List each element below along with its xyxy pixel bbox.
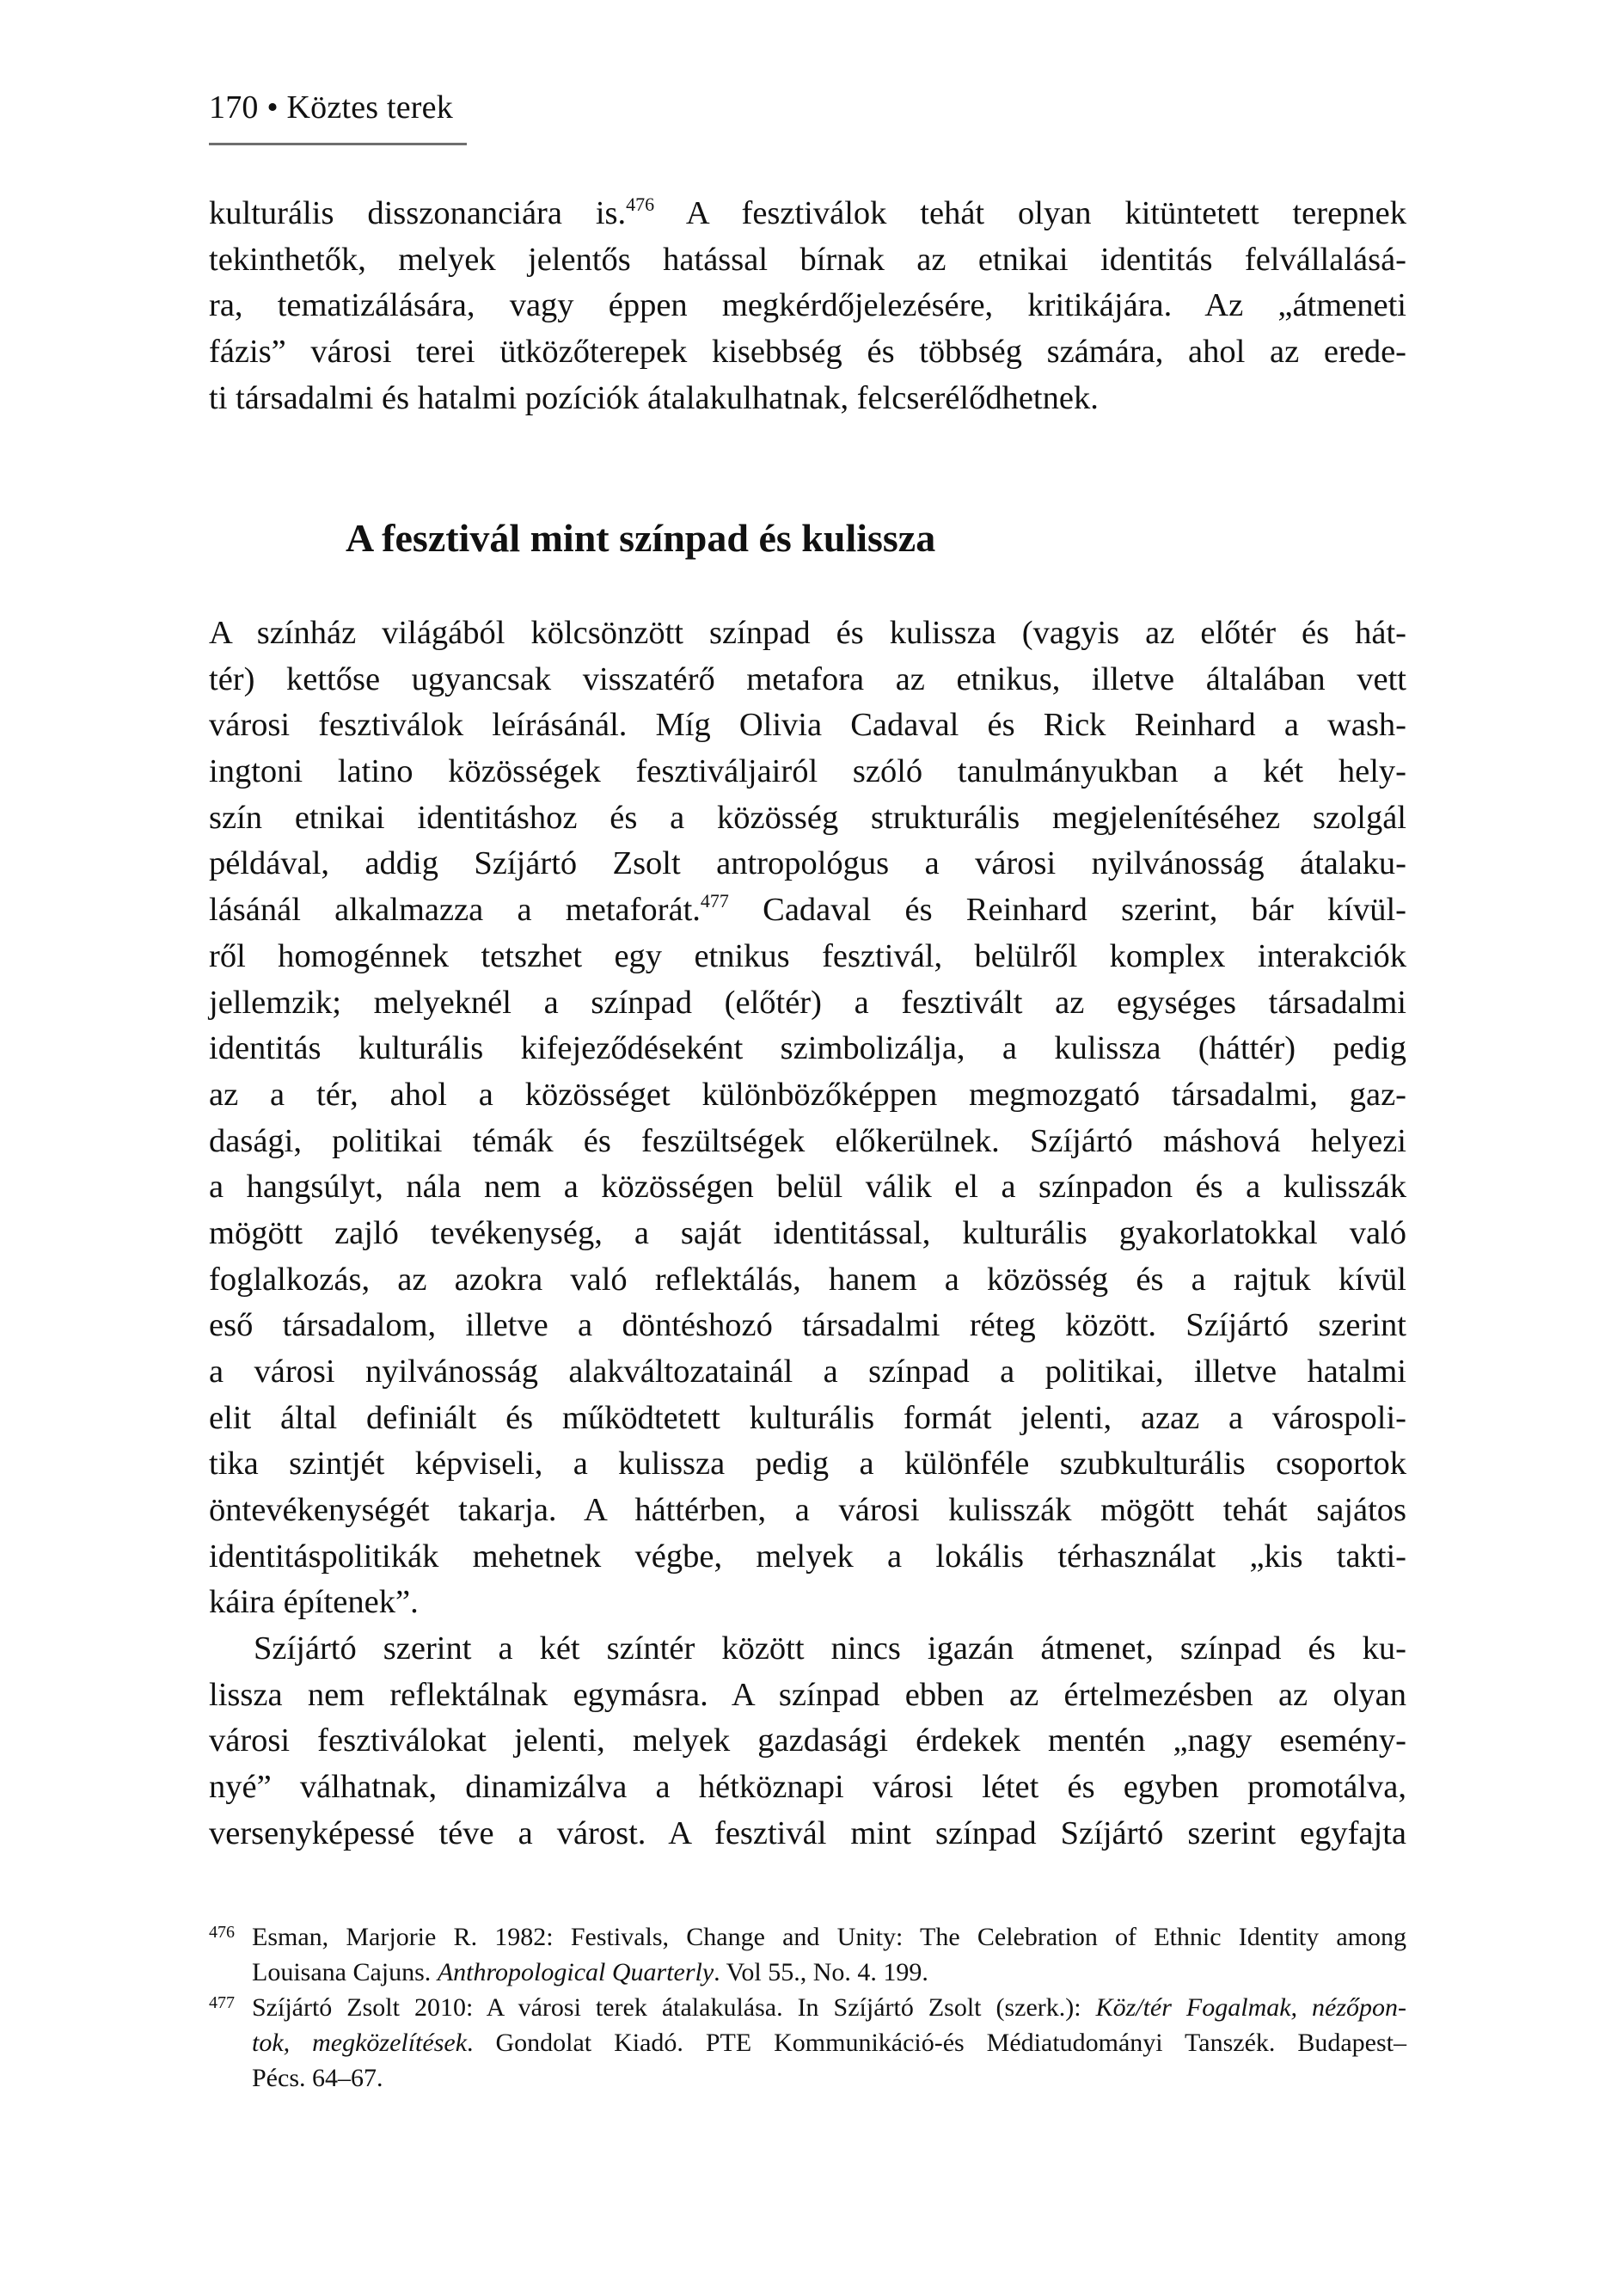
text-line: nyé” válhatnak, dinamizálva a hétköznapi városi létet és egyben promotálva, bbox=[209, 1769, 1406, 1806]
text-line: Szíjártó szerint a két színtér között nincs igazán átmenet, színpad és ku- bbox=[254, 1630, 1406, 1667]
text-line: jellemzik; melyeknél a színpad (előtér) a fesztivált az egységes társadalmi bbox=[209, 984, 1406, 1021]
text-line: ről homogénnek tetszhet egy etnikus fesztivál, belülről komplex interakciók bbox=[209, 937, 1406, 974]
text-line: városi fesztiválokat jelenti, melyek gazdasági érdekek mentén „nagy esemény- bbox=[209, 1722, 1406, 1759]
page-number: 170 bbox=[209, 89, 259, 126]
text-line: tér) kettőse ugyancsak visszatérő metafora az etnikus, illetve általában vett bbox=[209, 660, 1406, 697]
text-line: ti társadalmi és hatalmi pozíciók átalakulhatnak, felcserélődhetnek. bbox=[209, 379, 1099, 416]
footnote-ref-476[interactable]: 476 bbox=[626, 193, 655, 215]
paragraph-1 bbox=[209, 611, 1406, 1626]
text-line: foglalkozás, az azokra való reflektálás, hanem a közösség és a rajtuk kívül bbox=[209, 1261, 1406, 1298]
text-line: identitás kulturális kifejeződéseként szimbolizálja, a kulissza (háttér) pedig bbox=[209, 1030, 1406, 1067]
text-line: elit által definiált és működtetett kulturális formát jelenti, azaz a várospoli- bbox=[209, 1399, 1406, 1436]
footnotes bbox=[209, 1919, 1406, 2096]
text-line: versenyképessé téve a várost. A fesztivál mint színpad Szíjártó szerint egyfajta bbox=[209, 1814, 1406, 1851]
book-title-cont: tok, megközelítések bbox=[252, 2029, 468, 2057]
footnote-ref-477[interactable]: 477 bbox=[700, 890, 729, 912]
text-line: tekinthetők, melyek jelentős hatással bírnak az etnikai identitás felvállalásá- bbox=[209, 241, 1406, 278]
text-line: példával, addig Szíjártó Zsolt antropológus a városi nyilvánosság átalaku- bbox=[209, 845, 1406, 882]
book-title: Köz/tér Fogalmak, nézőpon- bbox=[1095, 1993, 1407, 2022]
footnote-477 bbox=[209, 1990, 1406, 2096]
bullet-separator: • bbox=[266, 89, 279, 126]
text-line: az a tér, ahol a közösséget különbözőképpen megmozgató társadalmi, gaz- bbox=[209, 1076, 1406, 1113]
text-line: A színház világából kölcsönzött színpad és kulissza (vagyis az előtér és hát- bbox=[209, 615, 1406, 651]
text-line: mögött zajló tevékenység, a saját identitással, kulturális gyakorlatokkal való bbox=[209, 1214, 1406, 1251]
text-line: ingtoni latino közösségek fesztiváljairól szóló tanulmányukban a két hely- bbox=[209, 753, 1406, 790]
section-heading: A fesztivál mint színpad és kulissza bbox=[346, 516, 936, 560]
text-line: kulturális disszonanciára is.$^{476}$ A fesztiválok tehát olyan kitüntetett terepnek bbox=[209, 193, 1406, 231]
footnote-line: tok, megközelítések. Gondolat Kiadó. PTE Kommunikáció-és Médiatudományi Tanszék. Budapest– bbox=[252, 2029, 1406, 2057]
text-line: városi fesztiválok leírásánál. Míg Olivia Cadaval és Rick Reinhard a wash- bbox=[209, 707, 1406, 744]
footnote-number: 477 bbox=[209, 1993, 235, 2012]
footnote-476 bbox=[209, 1919, 1406, 1990]
text-line: fázis” városi terei ütközőterepek kisebbség és többség számára, ahol az erede- bbox=[209, 334, 1406, 371]
text-line: szín etnikai identitáshoz és a közösség strukturális megjelenítéséhez szolgál bbox=[209, 799, 1406, 836]
footnote-number: 476 bbox=[209, 1923, 235, 1942]
text-line: a városi nyilvánosság alakváltozatainál a színpad a politikai, illetve hatalmi bbox=[209, 1354, 1406, 1390]
text-line: tika szintjét képviseli, a kulissza pedig a különféle szubkulturális csoportok bbox=[209, 1446, 1406, 1483]
journal-title: Anthropological Quarterly bbox=[437, 1958, 714, 1986]
header-rule bbox=[209, 143, 467, 145]
text-line: káira építenek”. bbox=[209, 1584, 419, 1621]
text-line: lásánál alkalmazza a metaforát.$^{477}$ Cadaval és Reinhard szerint, bár kívül- bbox=[209, 890, 1406, 929]
running-head bbox=[209, 86, 453, 129]
footnote-line: Louisana Cajuns. Anthropological Quarterly. Vol 55., No. 4. 199. bbox=[252, 1958, 928, 1986]
footnote-line: Esman, Marjorie R. 1982: Festivals, Change and Unity: The Celebration of Ethnic Identity among bbox=[252, 1923, 1406, 1951]
paragraph-2 bbox=[209, 1626, 1406, 1857]
text-line: identitáspolitikák mehetnek végbe, melyek a lokális térhasználat „kis takti- bbox=[209, 1538, 1406, 1575]
text-line: ra, tematizálására, vagy éppen megkérdőjelezésére, kritikájára. Az „átmeneti bbox=[209, 287, 1406, 324]
running-title: Köztes terek bbox=[286, 89, 453, 126]
text-line: lissza nem reflektálnak egymásra. A színpad ebben az értelmezésben az olyan bbox=[209, 1676, 1406, 1713]
footnote-line: Szíjártó Zsolt 2010: A városi terek átalakulása. In Szíjártó Zsolt (szerk.): Köz/tér Fogalmak, nézőpon- bbox=[252, 1993, 1407, 2022]
footnote-line: Pécs. 64–67. bbox=[252, 2064, 383, 2092]
text-line: dasági, politikai témák és feszültségek előkerülnek. Szíjártó máshová helyezi bbox=[209, 1122, 1406, 1159]
text-line: a hangsúlyt, nála nem a közösségen belül válik el a színpadon és a kulisszák bbox=[209, 1169, 1406, 1206]
text-line: öntevékenységét takarja. A háttérben, a városi kulisszák mögött tehát sajátos bbox=[209, 1492, 1406, 1529]
text-line: eső társadalom, illetve a döntéshozó társadalmi réteg között. Szíjártó szerint bbox=[209, 1307, 1406, 1344]
intro-paragraph bbox=[209, 191, 1406, 421]
